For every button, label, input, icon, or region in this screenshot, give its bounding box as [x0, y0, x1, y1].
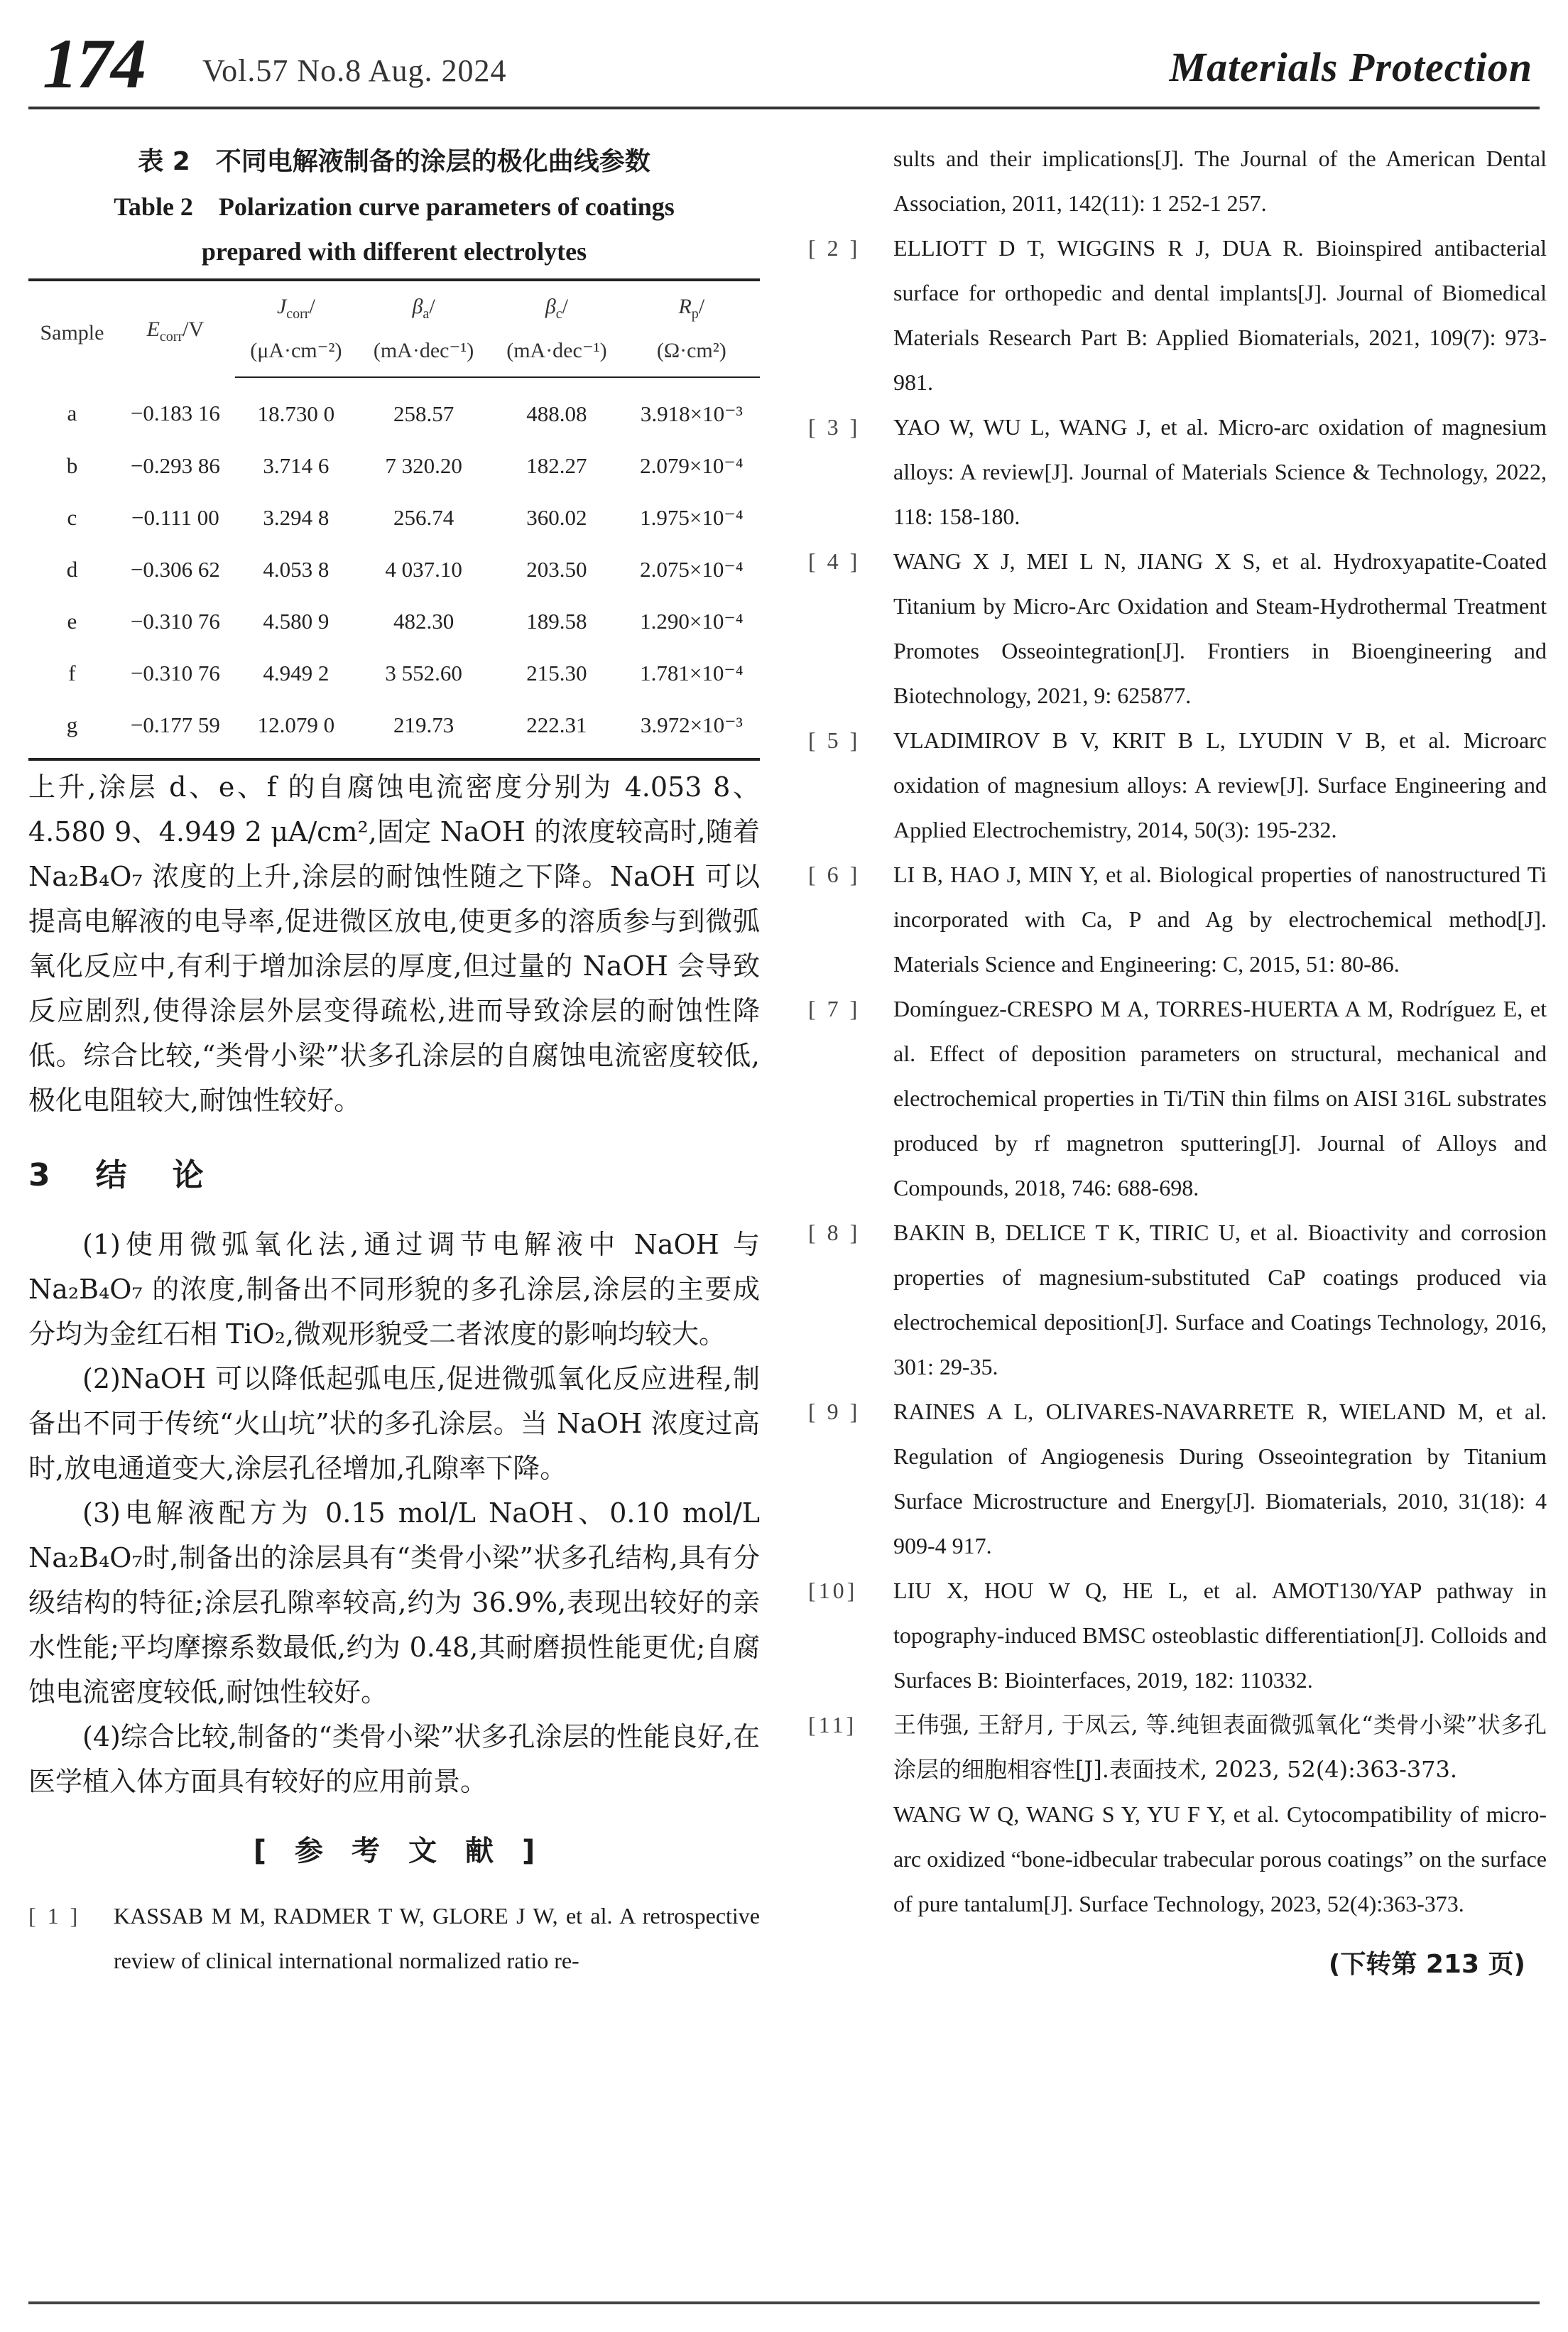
cell-ba: 482.30	[393, 608, 454, 634]
cell-ba: 256.74	[393, 504, 454, 530]
cell-ba: 219.73	[357, 699, 490, 759]
cell-rp: 1.781×10⁻⁴	[640, 660, 744, 685]
reference-text: Domínguez-CRESPO M A, TORRES-HUERTA A M, Rodríguez E, et al. Effect of deposition parameters on structural, mechanical and electrochemical properties in Ti/TiN thin films on AISI 316L substrates produced by rf magnetron sputtering[J]. Journal of Alloys and Compounds, 2018, 746: 688-698.	[893, 996, 1547, 1200]
table-caption-cn: 表 2 不同电解液制备的涂层的极化曲线参数	[138, 147, 650, 176]
reference-text: KASSAB M M, RADMER T W, GLORE J W, et al. A retrospective review of clinical international normalized ratio re-	[114, 1903, 760, 1973]
reference-number: [10]	[808, 1578, 858, 1603]
body-paragraph: 上升,涂层 d、e、f 的自腐蚀电流密度分别为 4.053 8、4.580 9、4.949 2 μA/cm²,固定 NaOH 的浓度较高时,随着 Na₂B₄O₇ 浓度的上升,涂层的耐蚀性随之下降。NaOH 可以提高电解液的电导率,促进微区放电,使更多的溶质参与到微弧氧化反应中,有利于增加涂层的厚度,但过量的 NaOH 会导致反应剧烈,使得涂层外层变得疏松,进而导致涂层的耐蚀性降低。综合比较,“类骨小梁”状多孔涂层的自腐蚀电流密度较低,极化电阻较大,耐蚀性较好。	[28, 771, 760, 1116]
reference-number: [ 4 ]	[808, 548, 861, 574]
cell-ecorr: −0.306 62	[130, 556, 220, 582]
cell-jcorr: 4.053 8	[263, 556, 330, 582]
cell-ba: 7 320.20	[385, 452, 462, 478]
reference-item	[808, 1389, 1547, 1568]
cell-ecorr: −0.310 76	[130, 608, 220, 634]
cell-sample: a	[67, 401, 77, 425]
col-ba-unit: (mA·dec⁻¹)	[357, 332, 490, 377]
cell-bc: 215.30	[526, 660, 587, 685]
conclusion-paragraph: (4)综合比较,制备的“类骨小梁”状多孔涂层的性能良好,在医学植入体方面具有较好的应用前景。	[28, 1721, 760, 1797]
reference-item	[808, 405, 1547, 539]
reference-item	[808, 987, 1547, 1210]
cell-ba: 258.57	[393, 401, 454, 426]
footer-rule	[28, 2301, 1540, 2304]
reference-number: [ 2 ]	[808, 235, 861, 261]
reference-item	[808, 1703, 1547, 1792]
col-ecorr-unit: /V	[183, 317, 205, 341]
cell-ecorr: −0.293 86	[130, 452, 220, 478]
cell-rp: 1.290×10⁻⁴	[640, 608, 744, 634]
page-number: 174	[43, 24, 145, 103]
table-row	[28, 543, 760, 595]
cell-bc: 182.27	[526, 452, 587, 478]
header-rule	[28, 107, 1540, 109]
right-column	[808, 136, 1547, 1978]
reference-number: [ 7 ]	[808, 996, 861, 1021]
table-caption-en-line1: Table 2 Polarization curve parameters of coatings	[114, 192, 675, 221]
reference-item	[808, 718, 1547, 852]
cell-ecorr: −0.111 00	[131, 504, 219, 530]
table-caption-en-line2: prepared with different electrolytes	[201, 237, 587, 266]
cell-sample: e	[67, 608, 77, 634]
cell-ecorr: −0.310 76	[130, 660, 220, 685]
reference-translation: WANG W Q, WANG S Y, YU F Y, et al. Cytocompatibility of micro-arc oxidized “bone-idbecular trabecular porous coatings” on the surface of pure tantalum[J]. Surface Technology, 2023, 52(4):363-373.	[893, 1801, 1547, 1916]
cell-rp: 1.975×10⁻⁴	[640, 504, 744, 530]
cell-bc: 360.02	[526, 504, 587, 530]
cell-jcorr: 3.294 8	[263, 504, 330, 530]
volume-info: Vol.57 No.8 Aug. 2024	[202, 53, 507, 88]
col-ecorr: $E_{corr}/V$	[116, 280, 235, 377]
cell-sample: f	[68, 660, 76, 685]
cell-bc: 488.08	[526, 401, 587, 426]
reference-number: [ 3 ]	[808, 414, 861, 440]
conclusion-paragraph: (3)电解液配方为 0.15 mol/L NaOH、0.10 mol/L Na₂B₄O₇时,制备出的涂层具有“类骨小梁”状多孔结构,具有分级结构的特征;涂层孔隙率较高,约为 36.9%,表现出较好的亲水性能;平均摩擦系数最低,约为 0.48,其耐磨损性能更优;自腐蚀电流密度较低,耐蚀性较好。	[28, 1497, 760, 1708]
cell-bc: 189.58	[526, 608, 587, 634]
col-jcorr-unit: (μA·cm⁻²)	[235, 332, 357, 377]
cell-jcorr: 18.730 0	[257, 401, 335, 426]
cell-ba: 3 552.60	[385, 660, 462, 685]
reference-item	[808, 1210, 1547, 1389]
col-jcorr: $J_{corr}/$	[235, 280, 357, 332]
references-heading: [ 参 考 文 献 ]	[253, 1835, 535, 1867]
reference-number: [11]	[808, 1712, 857, 1737]
reference-text: YAO W, WU L, WANG J, et al. Micro-arc oxidation of magnesium alloys: A review[J]. Journal of Materials Science & Technology, 2022, 118: 158-180.	[893, 414, 1547, 529]
reference-text: VLADIMIROV B V, KRIT B L, LYUDIN V B, et al. Microarc oxidation of magnesium alloys: A review[J]. Surface Engineering and Applied Electrochemistry, 2014, 50(3): 195-232.	[893, 727, 1547, 842]
conclusion-paragraph: (1)使用微弧氧化法,通过调节电解液中 NaOH 与 Na₂B₄O₇ 的浓度,制备出不同形貌的多孔涂层,涂层的主要成分均为金红石相 TiO₂,微观形貌受二者浓度的影响均较大。	[28, 1229, 760, 1350]
reference-number: [ 1 ]	[28, 1903, 81, 1929]
polarization-table	[28, 278, 760, 761]
reference-text: ELLIOTT D T, WIGGINS R J, DUA R. Bioinspired antibacterial surface for orthopedic and dental implants[J]. Journal of Biomedical Materials Research Part B: Applied Biomaterials, 2021, 109(7): 973-981.	[893, 235, 1547, 395]
cell-sample: b	[66, 452, 78, 478]
reference-item	[808, 226, 1547, 405]
cell-rp: 3.918×10⁻³	[640, 401, 743, 426]
reference-item	[808, 1568, 1547, 1703]
reference-number: [ 8 ]	[808, 1220, 861, 1245]
cell-ecorr: −0.183 16	[130, 401, 220, 425]
cell-bc: 222.31	[490, 699, 623, 759]
cell-rp: 3.972×10⁻³	[624, 699, 760, 759]
table-row	[28, 647, 760, 699]
reference-number: [ 6 ]	[808, 862, 861, 887]
cell-bc: 203.50	[526, 556, 587, 582]
table-row	[28, 595, 760, 647]
cell-jcorr: 3.714 6	[263, 452, 330, 478]
cell-jcorr: 4.949 2	[263, 660, 330, 685]
conclusion-paragraph: (2)NaOH 可以降低起弧电压,促进微弧氧化反应进程,制备出不同于传统“火山坑”状的多孔涂层。当 NaOH 浓度过高时,放电通道变大,涂层孔径增加,孔隙率下降。	[28, 1363, 760, 1484]
reference-number: [ 5 ]	[808, 727, 861, 753]
col-sample: Sample	[28, 280, 116, 377]
reference-item	[808, 852, 1547, 987]
cell-sample: c	[67, 504, 77, 530]
section-heading: 3 结 论	[28, 1157, 211, 1193]
table-row	[28, 440, 760, 492]
cell-jcorr: 12.079 0	[235, 699, 357, 759]
reference-item	[28, 1894, 760, 1983]
col-bc: $\beta_c/$	[490, 280, 623, 332]
reference-text: RAINES A L, OLIVARES-NAVARRETE R, WIELAND M, et al. Regulation of Angiogenesis During Osseointegration by Titanium Surface Microstructure and Energy[J]. Biomaterials, 2010, 31(18): 4 909-4 917.	[893, 1399, 1547, 1558]
cell-jcorr: 4.580 9	[263, 608, 330, 634]
table-row	[28, 699, 760, 759]
col-ba: $\beta_a/$	[357, 280, 490, 332]
cell-ecorr: −0.177 59	[116, 699, 235, 759]
reference-text: BAKIN B, DELICE T K, TIRIC U, et al. Bioactivity and corrosion properties of magnesium-substituted CaP coatings produced via electrochemical deposition[J]. Surface and Coatings Technology, 2016, 301: 29-35.	[893, 1220, 1547, 1379]
col-bc-unit: (mA·dec⁻¹)	[490, 332, 623, 377]
cell-sample: d	[66, 556, 78, 582]
reference-number: [ 9 ]	[808, 1399, 861, 1424]
reference-item	[808, 539, 1547, 718]
cell-ba: 4 037.10	[385, 556, 462, 582]
reference-text: LIU X, HOU W Q, HE L, et al. AMOT130/YAP pathway in topography-induced BMSC osteoblastic differentiation[J]. Colloids and Surfaces B: Biointerfaces, 2019, 182: 110332.	[893, 1578, 1547, 1693]
cell-sample: g	[28, 699, 116, 759]
reference-text: WANG X J, MEI L N, JIANG X S, et al. Hydroxyapatite-Coated Titanium by Micro-Arc Oxidation and Steam-Hydrothermal Treatment Promotes Osseointegration[J]. Frontiers in Bioengineering and Biotechnology, 2021, 9: 625877.	[893, 548, 1547, 708]
left-column	[28, 136, 760, 1983]
reference-text: LI B, HAO J, MIN Y, et al. Biological properties of nanostructured Ti incorporated with Ca, P and Ag by electrochemical method[J]. Materials Science and Engineering: C, 2015, 51: 80-86.	[893, 862, 1547, 977]
cell-rp: 2.079×10⁻⁴	[640, 452, 744, 478]
table-row	[28, 377, 760, 440]
table-row	[28, 492, 760, 543]
col-rp: $R_p/$	[624, 280, 760, 332]
cell-rp: 2.075×10⁻⁴	[640, 556, 744, 582]
journal-name: Materials Protection	[1169, 44, 1532, 90]
continued-note: (下转第 213 页)	[1328, 1950, 1525, 1979]
reference-continuation: sults and their implications[J]. The Journal of the American Dental Association, 2011, 142(11): 1 252-1 257.	[893, 146, 1547, 216]
col-rp-unit: (Ω·cm²)	[624, 332, 760, 377]
reference-text-cn: 王伟强, 王舒月, 于凤云, 等.纯钽表面微弧氧化“类骨小梁”状多孔涂层的细胞相容性[J].表面技术, 2023, 52(4):363-373.	[893, 1711, 1547, 1783]
table-caption-en	[28, 185, 760, 274]
